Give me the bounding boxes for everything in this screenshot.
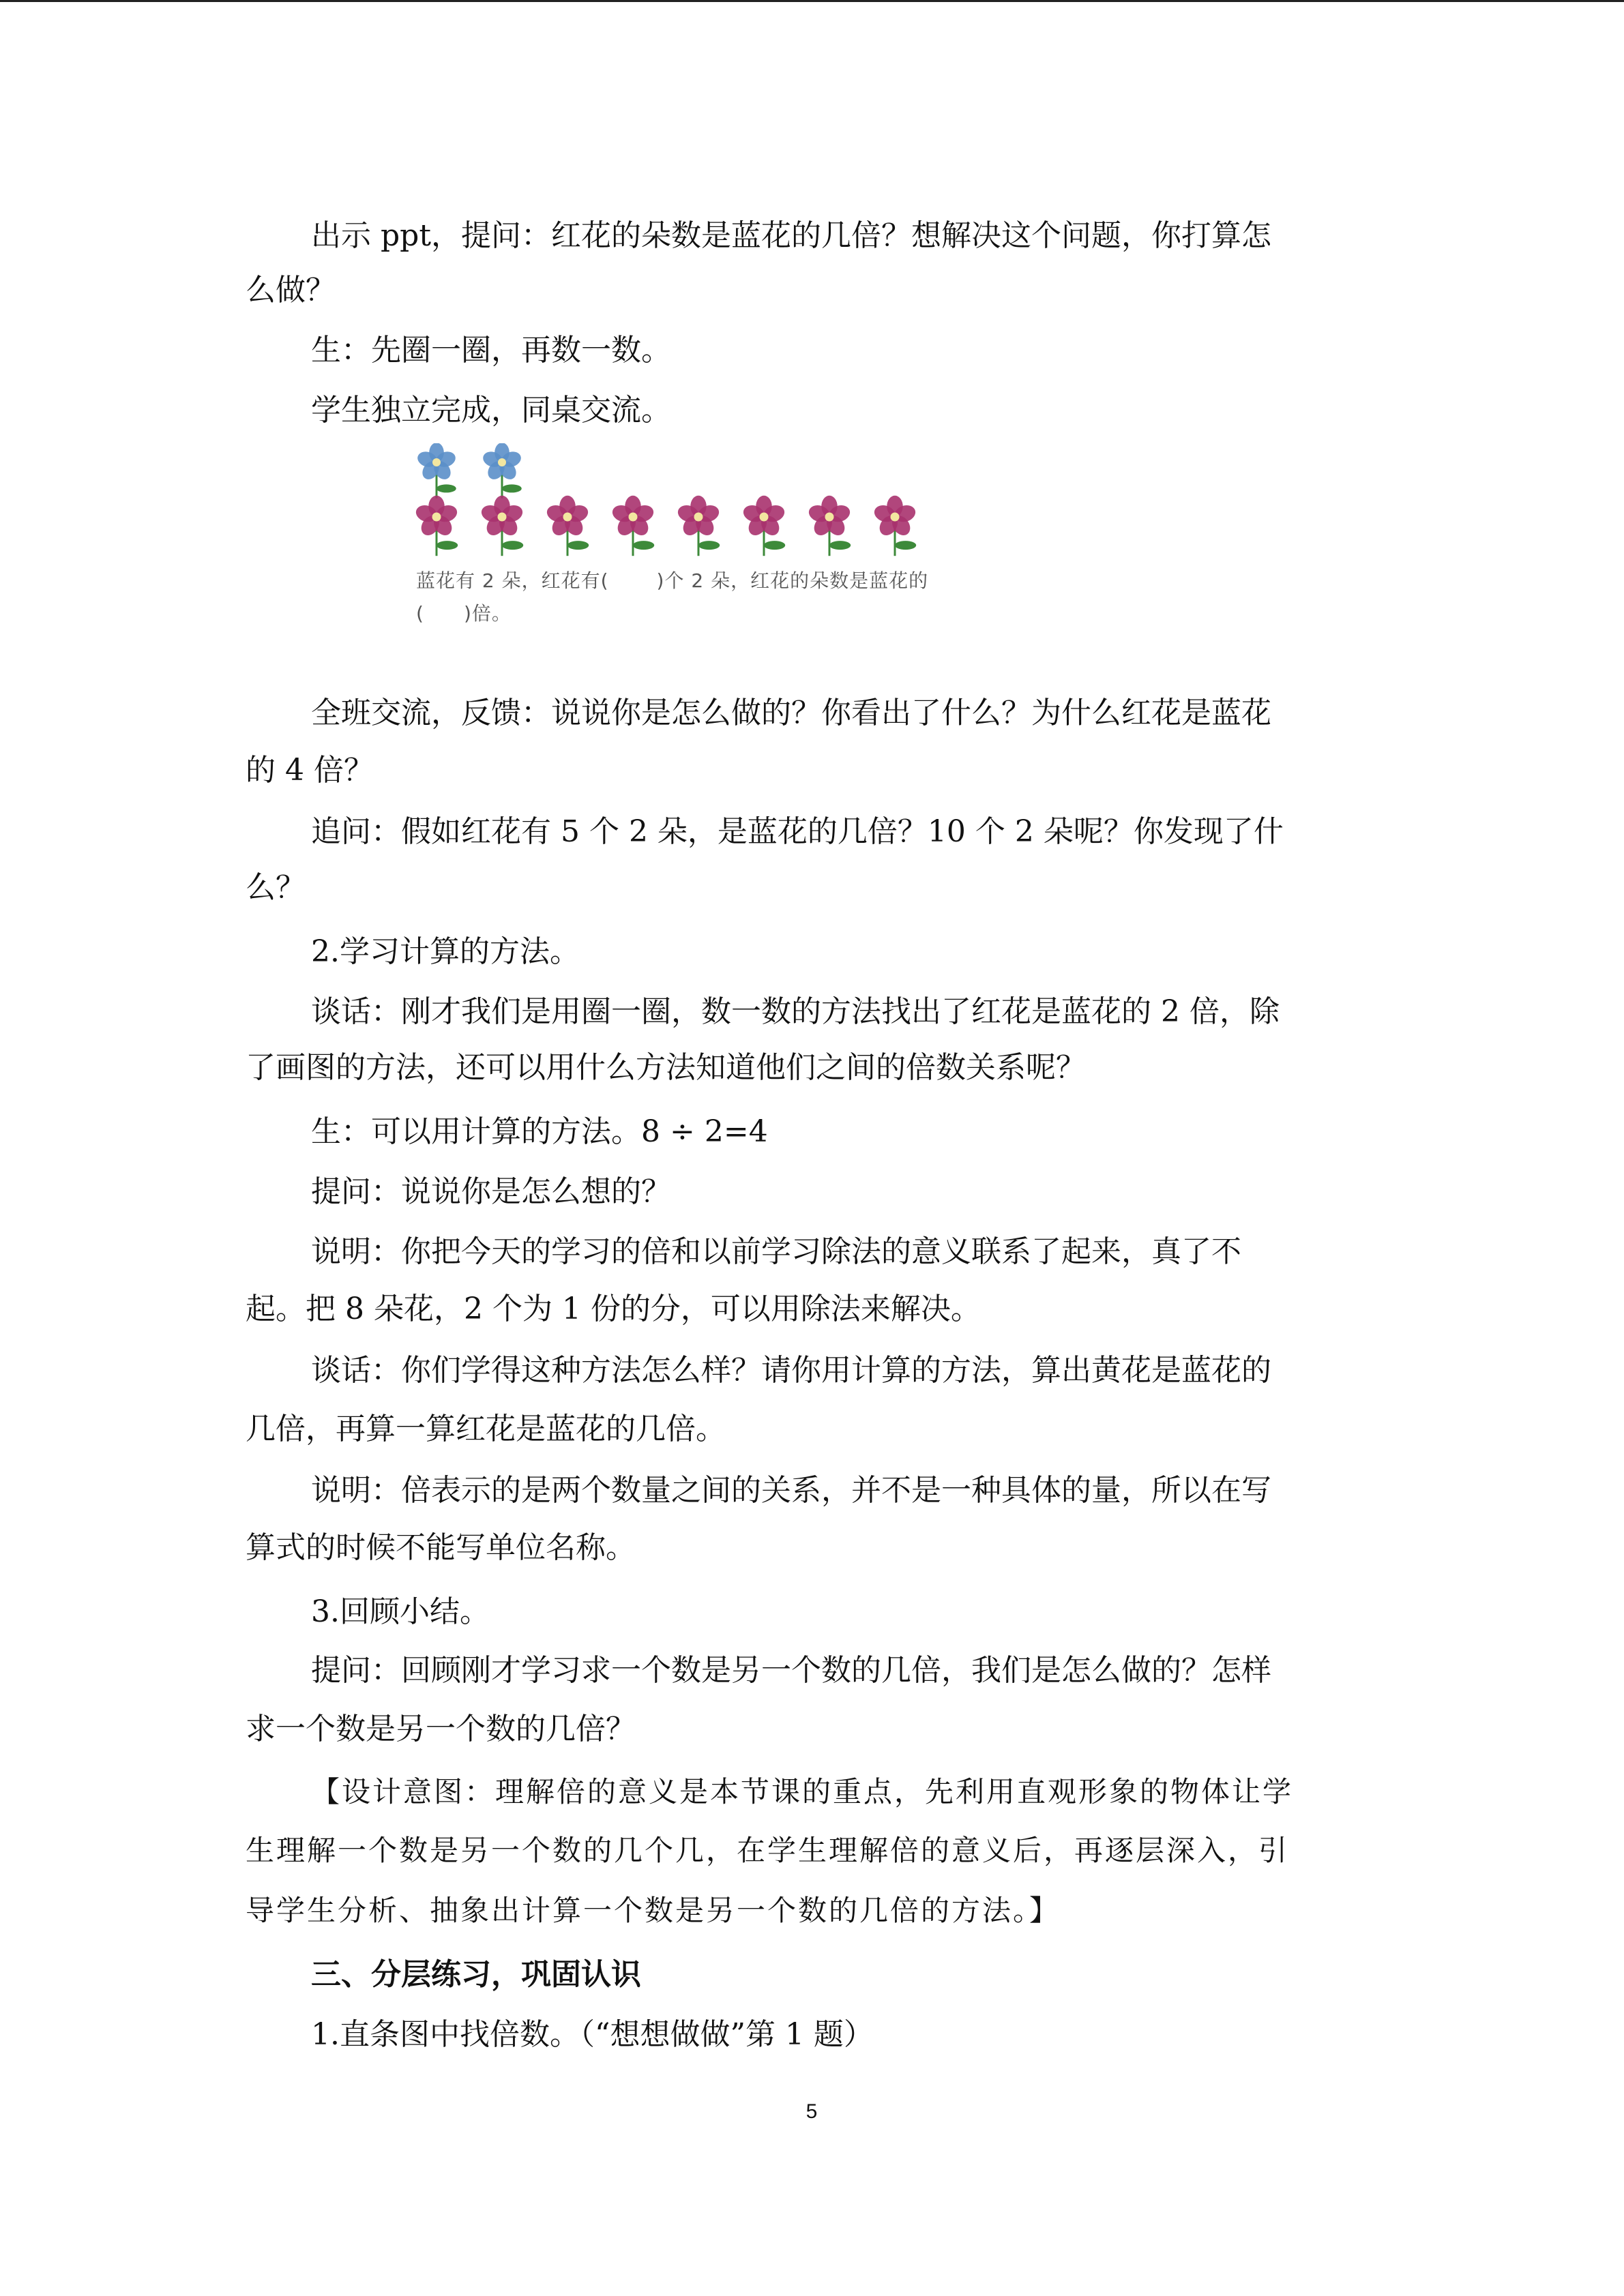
- paragraph-line: 提问：说说你是怎么想的？: [311, 1174, 671, 1209]
- paragraph-line: 了画图的方法，还可以用什么方法知道他们之间的倍数关系呢？: [246, 1050, 1086, 1085]
- red-flower: [807, 496, 853, 556]
- blue-flower: [481, 443, 522, 498]
- flower-illustration: [409, 443, 1023, 586]
- paragraph-line: 学生独立完成，同桌交流。: [311, 393, 671, 428]
- paragraph-line: 谈话：刚才我们是用圈一圈，数一数的方法找出了红花是蓝花的 2 倍，除: [311, 994, 1280, 1029]
- caption-text: (: [416, 602, 424, 625]
- paragraph-line: 生：先圈一圈，再数一数。: [311, 333, 671, 368]
- paragraph-line: 出示 ppt，提问：红花的朵数是蓝花的几倍？想解决这个问题，你打算怎: [311, 218, 1271, 253]
- paragraph-line: 说明：你把今天的学习的倍和以前学习除法的意义联系了起来，真了不: [311, 1234, 1241, 1269]
- paragraph-line: 么做？: [246, 273, 336, 308]
- red-flower: [479, 496, 525, 556]
- paragraph-line: 提问：回顾刚才学习求一个数是另一个数的几倍，我们是怎么做的？怎样: [311, 1653, 1271, 1688]
- paragraph-line: 生：可以用计算的方法。8 ÷ 2=4: [311, 1114, 768, 1149]
- page-number: 5: [806, 2100, 818, 2123]
- caption-text: 蓝花有 2 朵，红花有(: [416, 569, 609, 592]
- paragraph-line: 求一个数是另一个数的几倍？: [246, 1712, 636, 1746]
- flower-figure: [409, 443, 1023, 641]
- design-note-line: 导学生分析、抽象出计算一个数是另一个数的几倍的方法。】: [246, 1894, 1061, 1927]
- red-flower: [545, 496, 591, 556]
- paragraph-line: 1.直条图中找倍数。（“想想做做”第 1 题）: [311, 2017, 874, 2052]
- paragraph-line: 几倍，再算一算红花是蓝花的几倍。: [246, 1412, 726, 1446]
- red-flower: [676, 496, 722, 556]
- design-note-line: 【设计意图：理解倍的意义是本节课的重点，先利用直观形象的物体让学: [311, 1775, 1294, 1808]
- red-flower: [610, 496, 656, 556]
- paragraph-line: 3.回顾小结。: [311, 1594, 490, 1629]
- caption-text: )个 2 朵，红花的朵数是蓝花的: [656, 569, 929, 592]
- paragraph-line: 起。把 8 朵花，2 个为 1 份的分，可以用除法来解决。: [246, 1292, 981, 1326]
- paragraph-line: 的 4 倍？: [246, 753, 374, 788]
- red-flower: [872, 496, 918, 556]
- blue-flower: [415, 443, 457, 498]
- paragraph-line: 说明：倍表示的是两个数量之间的关系，并不是一种具体的量，所以在写: [311, 1473, 1271, 1508]
- section-heading: 三、分层练习，巩固认识: [311, 1957, 641, 1992]
- paragraph-line: 么？: [246, 870, 306, 905]
- paragraph-line: 谈话：你们学得这种方法怎么样？请你用计算的方法，算出黄花是蓝花的: [311, 1353, 1271, 1388]
- figure-caption-line2: [416, 599, 512, 626]
- paragraph-line: 算式的时候不能写单位名称。: [246, 1530, 636, 1565]
- figure-caption-line1: [416, 566, 928, 593]
- caption-text: )倍。: [463, 602, 512, 625]
- paragraph-line: 追问：假如红花有 5 个 2 朵，是蓝花的几倍？10 个 2 朵呢？你发现了什: [311, 814, 1284, 849]
- design-note-line: 生理解一个数是另一个数的几个几，在学生理解倍的意义后，再逐层深入，引: [246, 1834, 1290, 1867]
- red-flower: [414, 496, 460, 556]
- paragraph-line: 全班交流，反馈：说说你是怎么做的？你看出了什么？为什么红花是蓝花: [311, 696, 1271, 730]
- red-flower: [741, 496, 787, 556]
- paragraph-line: 2.学习计算的方法。: [311, 934, 580, 969]
